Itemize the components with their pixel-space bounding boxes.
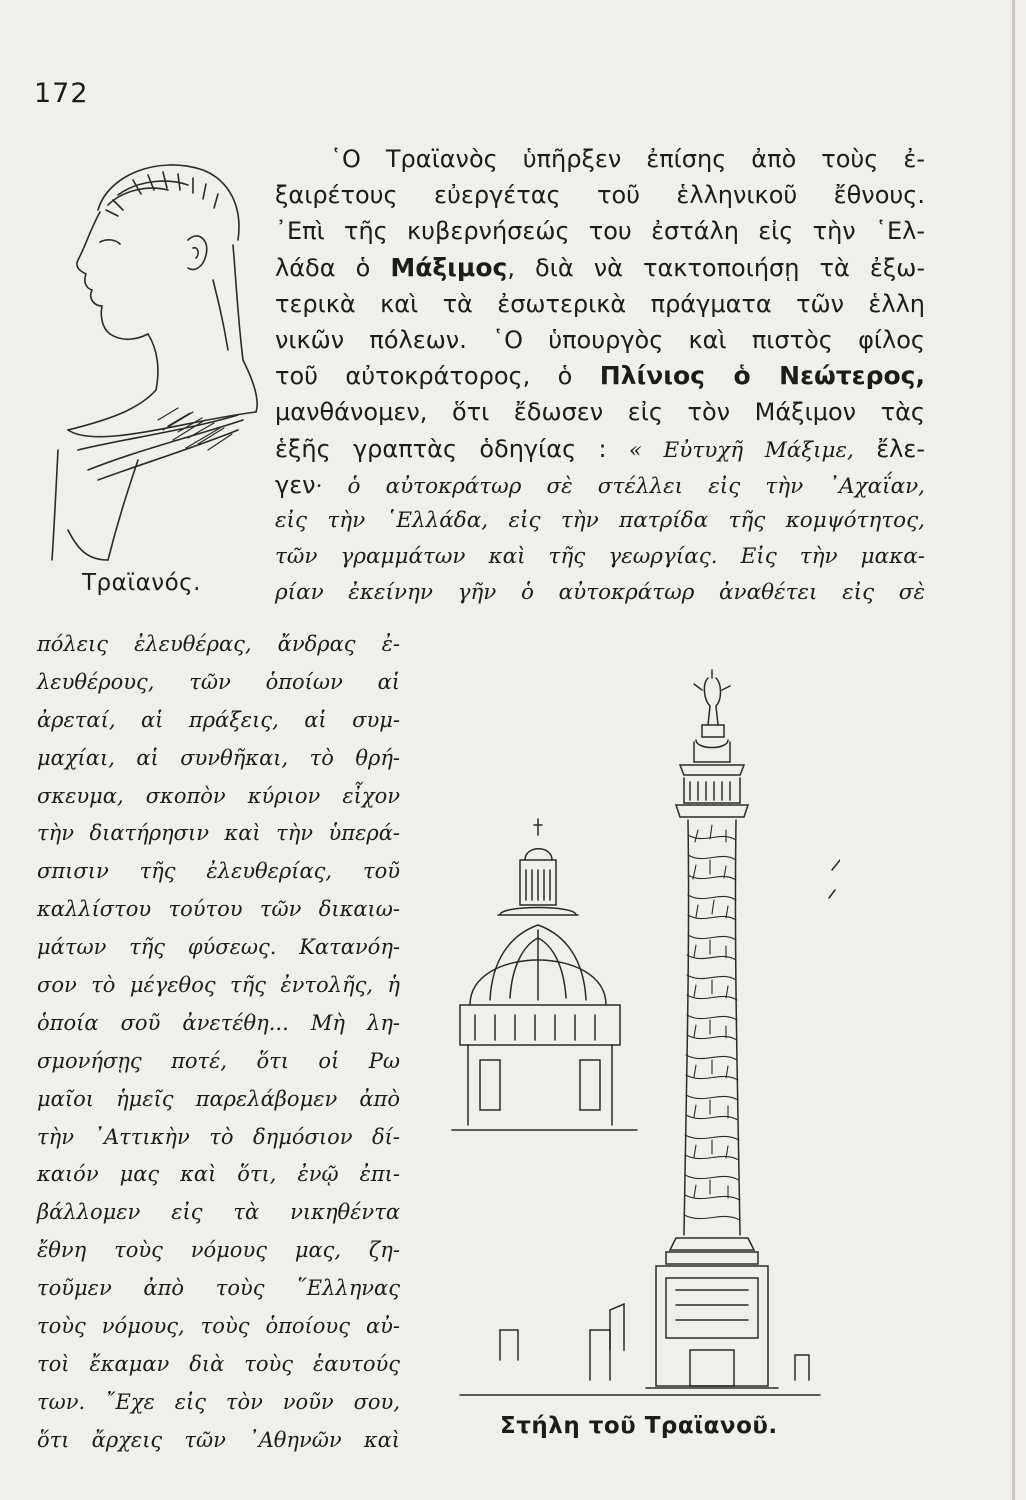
text-line: ξαιρέτους εὐεργέτας τοῦ ἑλληνικοῦ ἔθνους. (275, 181, 925, 210)
text-line: εἰς τὴν ῾Ελλάδα, εἰς τὴν πατρίδα τῆς κομψότητος, (275, 507, 925, 533)
text-line: ἑξῆς γραπτὰς ὁδηγίας : « Εὐτυχῆ Μάξιμε, ἔλε- (275, 434, 925, 463)
text-line: τοὺς νόμους, τοὺς ὁποίους αὐ- (37, 1314, 400, 1339)
text-line: ὅτι ἄρχεις τῶν ᾿Αθηνῶν καὶ (37, 1427, 400, 1452)
name-pliny: Πλίνιος ὁ Νεώτερος, (599, 361, 925, 391)
text-line: νικῶν πόλεων. ῾Ο ὑπουργὸς καὶ πιστὸς φίλος (275, 325, 925, 354)
text-line: καλλίστου τούτου τῶν δικαιω- (37, 897, 400, 922)
text-line: μαῖοι ἡμεῖς παρελάβομεν ἀπὸ (37, 1086, 400, 1111)
text-line: λευθέρους, τῶν ὁποίων αἱ (37, 669, 400, 694)
text-line: τοῦμεν ἀπὸ τοὺς ῞Ελληνας (37, 1276, 400, 1301)
text-line: τὴν ᾿Αττικὴν τὸ δημόσιον δί- (37, 1124, 400, 1149)
text-line: πόλεις ἐλευθέρας, ἄνδρας ἐ- (37, 632, 400, 656)
trajan-column-illustration (440, 660, 840, 1435)
text-line: ῾Ο Τραϊανὸς ὑπῆρξεν ἐπίσης ἀπὸ τοὺς ἐ- (330, 145, 925, 173)
text-line: τερικὰ καὶ τὰ ἐσωτερικὰ πράγματα τῶν ἑλλη (275, 289, 925, 318)
text-line: ᾿Επὶ τῆς κυβερνήσεώς του ἐστάλη εἰς τὴν ῾Ελ- (275, 217, 925, 246)
upper-paragraph (275, 141, 925, 611)
trajan-portrait-illustration (38, 150, 263, 570)
column-caption: Στήλη τοῦ Τραϊανοῦ. (500, 1413, 778, 1439)
text-line: λάδα ὁ Μάξιμος, διὰ νὰ τακτοποιήσῃ τὰ ἐξω- (275, 252, 925, 282)
text-line: ἀρεταί, αἱ πράξεις, αἱ συμ- (37, 707, 400, 732)
text-line: βάλλομεν εἰς τὰ νικηθέντα (37, 1200, 400, 1225)
column-drawing (460, 670, 840, 1395)
text-line: τοὶ ἔκαμαν διὰ τοὺς ἑαυτούς (37, 1351, 400, 1376)
text-line: σμονήσῃς ποτέ, ὅτι οἱ Ρω (37, 1048, 400, 1073)
left-paragraph (37, 626, 400, 1460)
text-line: σον τὸ μέγεθος τῆς ἐντολῆς, ἡ (37, 973, 400, 998)
text-line: ρίαν ἐκείνην γῆν ὁ αὐτοκράτωρ ἀναθέτει εἰς σὲ (275, 580, 925, 606)
text-line: μάτων τῆς φύσεως. Κατανόη- (37, 935, 400, 960)
page-number: 172 (34, 78, 89, 109)
dome-drawing (452, 819, 637, 1130)
text-line: των. ῎Εχε εἰς τὸν νοῦν σου, (37, 1389, 400, 1414)
text-line: ἔθνη τοὺς νόμους μας, ζη- (37, 1238, 400, 1263)
text-line: καιόν μας καὶ ὅτι, ἐνῷ ἐπι- (37, 1162, 400, 1187)
text-line: τὴν διατήρησιν καὶ τὴν ὑπερά- (37, 821, 400, 846)
text-line: σπισιν τῆς ἐλευθερίας, τοῦ (37, 859, 400, 884)
text-line: μαχίαι, αἱ συνθῆκαι, τὸ θρή- (37, 745, 400, 770)
page-edge-line (1012, 0, 1015, 1500)
portrait-caption: Τραϊανός. (82, 570, 201, 596)
name-maximos: Μάξιμος (390, 252, 508, 282)
text-line: γεν· ὁ αὐτοκράτωρ σὲ στέλλει εἰς τὴν ᾿Αχαΐαν, (275, 470, 925, 499)
text-line: τῶν γραμμάτων καὶ τῆς γεωργίας. Εἰς τὴν μακα- (275, 544, 925, 570)
text-line: ὁποία σοῦ ἀνετέθη... Μὴ λη- (37, 1010, 400, 1035)
text-line: τοῦ αὐτοκράτορος, ὁ Πλίνιος ὁ Νεώτερος, (275, 361, 925, 391)
text-line: σκευμα, σκοπὸν κύριον εἶχον (37, 783, 400, 808)
text-line: μανθάνομεν, ὅτι ἔδωσεν εἰς τὸν Μάξιμον τὰς (275, 398, 925, 427)
